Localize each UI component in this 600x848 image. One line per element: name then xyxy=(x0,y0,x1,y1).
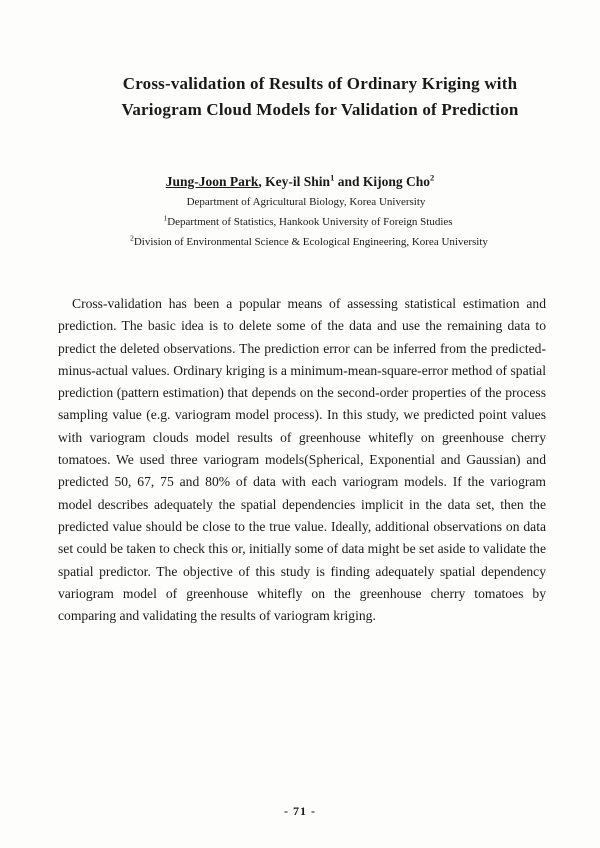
author-affiliation-mark-2: 1 xyxy=(330,172,335,183)
affiliation-mark-2: 1 xyxy=(163,213,168,223)
affiliation-mark-3: 2 xyxy=(130,233,134,243)
affiliation-text-1: Department of Agricultural Biology, Korea University xyxy=(186,196,426,208)
affiliation-text-3: Division of Environmental Science & Ecological Engineering, Korea University xyxy=(133,236,488,248)
affiliation-3 xyxy=(9,235,600,249)
paper-title-line-2: Variogram Cloud Models for Validation of Prediction xyxy=(121,100,519,119)
author-separator-2: and xyxy=(334,174,363,189)
paper-title-line-1: Cross-validation of Results of Ordinary Kriging with xyxy=(122,74,518,93)
author-name-1: Jung-Joon Park xyxy=(165,174,259,189)
author-name-3: Kijong Cho xyxy=(362,174,430,189)
affiliation-2 xyxy=(8,215,600,229)
author-affiliation-mark-3: 2 xyxy=(429,172,435,183)
page-number: - 71 - xyxy=(284,804,316,818)
affiliation-1 xyxy=(6,195,600,209)
author-separator-1: , xyxy=(258,174,266,189)
author-list xyxy=(0,173,600,191)
author-name-2: Key-il Shin xyxy=(265,174,331,189)
abstract-paragraph: Cross-validation has been a popular means of assessing statistical estimation and prediction. The basic idea is to delete some of the data and use the remaining data to predict the deleted observations. The prediction error can be inferred from the predicted-minus-actual values. Ordinary kriging is a minimum-mean-square-error method of spatial prediction (pattern estimation) that depends on the second-order properties of the process sampling value (e.g. variogram model process). In this study, we predicted point values with variogram clouds model results of greenhouse whitefly on greenhouse cherry tomatoes. We used three variogram models(Spherical, Exponential and Gaussian) and predicted 50, 67, 75 and 80% of data with each variogram models. If the variogram model describes adequately the spatial dependencies implicit in the data set, then the predicted value should be close to the true value. Ideally, additional observations on data set could be taken to check this or, initially some of data might be set aside to validate the spatial predictor. The objective of this study is finding adequately spatial dependency variogram model of greenhouse whitefly on the greenhouse cherry tomatoes by comparing and validating the results of variogram kriging. xyxy=(58,296,546,624)
affiliation-text-2: Department of Statistics, Hankook University of Foreign Studies xyxy=(167,216,453,228)
